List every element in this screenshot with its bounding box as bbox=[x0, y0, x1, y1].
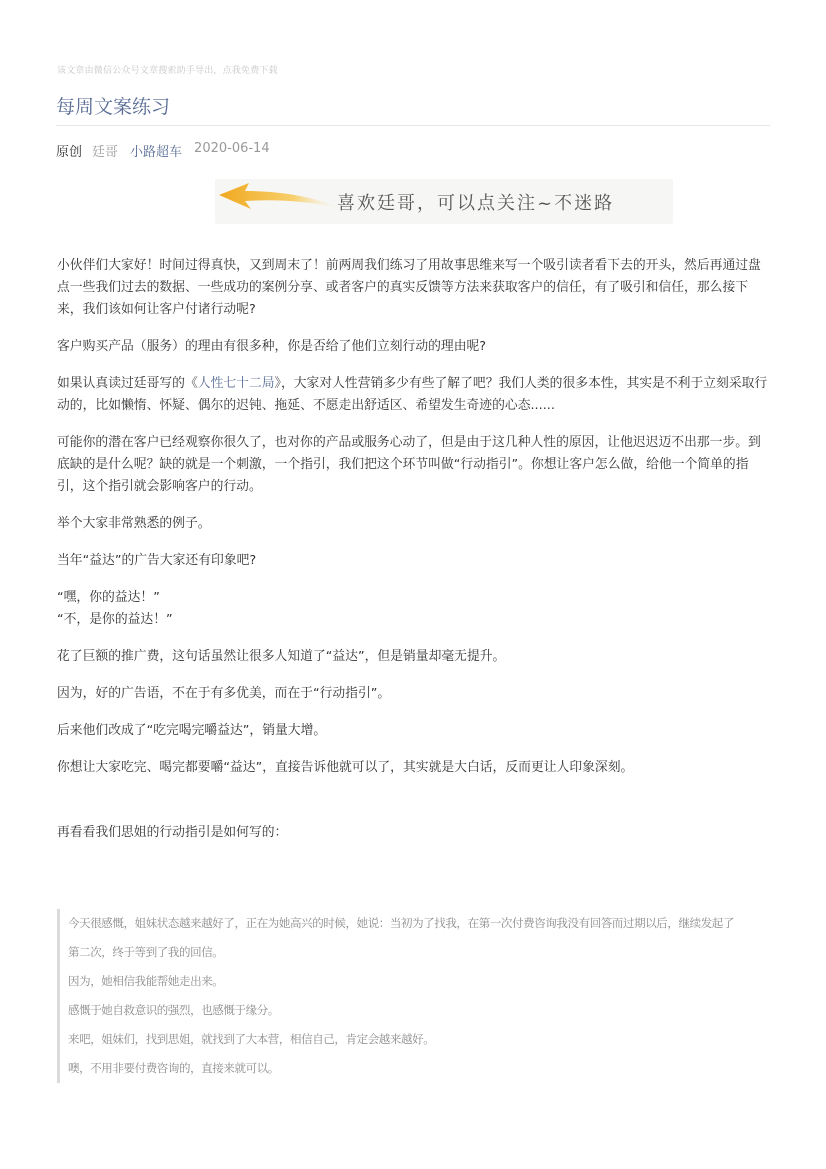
title-divider bbox=[56, 125, 770, 126]
paragraph-new-slogan: 后来他们改成了“吃完喝完嚼益达”，销量大增。 bbox=[57, 723, 327, 738]
book-link[interactable]: 人性七十二局 bbox=[197, 376, 275, 391]
article-meta bbox=[56, 141, 270, 160]
paragraph-plain-talk: 你想让大家吃完、喝完都要嚼“益达”，直接告诉他就可以了，其实就是大白话，反而更让人印象深刻。 bbox=[57, 760, 634, 775]
paragraph-spacer bbox=[57, 794, 771, 822]
banner-text: 喜欢廷哥，可以点关注~不迷路 bbox=[337, 193, 615, 214]
paragraph-sister-guide: 再看看我们思姐的行动指引是如何写的： bbox=[57, 825, 288, 840]
follow-banner bbox=[215, 179, 673, 224]
quote-line: 今天很感慨，姐妹状态越来越好了，正在为她高兴的时候，她说：当初为了找我，在第一次付费咨询我没有回答而过期以后，继续发起了 bbox=[68, 916, 734, 930]
quote-line: 噢，不用非要付费咨询的，直接来就可以。 bbox=[68, 1061, 279, 1075]
paragraph-quote-line-1: “嘿，你的益达！” bbox=[57, 590, 160, 605]
paragraph-promotion: 花了巨额的推广费，这句话虽然让很多人知道了“益达”，但是销量却毫无提升。 bbox=[57, 649, 506, 664]
p3-after: 》，大家对人性营销多少有些了解了吧？我们人类的很多本性，其实是不利于立刻采取行动的，比如懒惰、怀疑、偶尔的迟钝、拖延、不愿走出舒适区、希望发生奇迹的心态...... bbox=[57, 376, 768, 413]
quote-line: 来吧，姐妹们，找到思姐，就找到了大本营，相信自己，肯定会越来越好。 bbox=[68, 1032, 435, 1046]
original-tag: 原创 bbox=[56, 145, 83, 160]
swoosh-arrow-icon bbox=[215, 179, 345, 224]
paragraph-example: 举个大家非常熟悉的例子。 bbox=[57, 516, 211, 531]
paragraph-action-guide: 可能你的潜在客户已经观察你很久了，也对你的产品或服务心动了，但是由于这几种人性的原因，让他迟迟迈不出那一步。到底缺的是什么呢？缺的就是一个刺激，一个指引，我们把这个环节叫做“行动指引”。你想让客户怎么做，给他一个简单的指引，这个指引就会影响客户的行动。 bbox=[57, 435, 761, 494]
paragraph-intro: 小伙伴们大家好！时间过得真快，又到周末了！前两周我们练习了用故事思维来写一个吸引读者看下去的开头，然后再通过盘点一些我们过去的数据、一些成功的案例分享、或者客户的真实反馈等方法来获取客户的信任，有了吸引和信任，那么接下来，我们该如何让客户付诸行动呢? bbox=[57, 258, 761, 317]
quote-line: 因为，她相信我能帮她走出来。 bbox=[68, 974, 224, 988]
export-notice[interactable]: 该文章由微信公众号文章搜索助手导出，点我免费下载 bbox=[57, 66, 278, 76]
quote-line: 第二次，终于等到了我的回信。 bbox=[68, 945, 224, 959]
paragraph-human-nature bbox=[57, 373, 771, 417]
author-name: 廷哥 bbox=[92, 145, 119, 160]
account-link[interactable]: 小路超车 bbox=[130, 145, 183, 160]
paragraph-reasons: 客户购买产品（服务）的理由有很多种，你是否给了他们立刻行动的理由呢? bbox=[57, 339, 487, 354]
article-title: 每周文案练习 bbox=[56, 96, 171, 118]
paragraph-quote-line-2: “不，是你的益达！” bbox=[57, 612, 173, 627]
publish-date: 2020-06-14 bbox=[194, 141, 270, 156]
blockquote bbox=[57, 909, 774, 1083]
paragraph-yida-ad: 当年“益达”的广告大家还有印象吧? bbox=[57, 553, 257, 568]
quote-line: 感慨于她自救意识的强烈，也感慨于缘分。 bbox=[68, 1003, 279, 1017]
p3-before: 如果认真读过廷哥写的《 bbox=[57, 376, 198, 391]
article-body bbox=[57, 255, 771, 859]
paragraph-good-slogan: 因为，好的广告语，不在于有多优美，而在于“行动指引”。 bbox=[57, 686, 391, 701]
